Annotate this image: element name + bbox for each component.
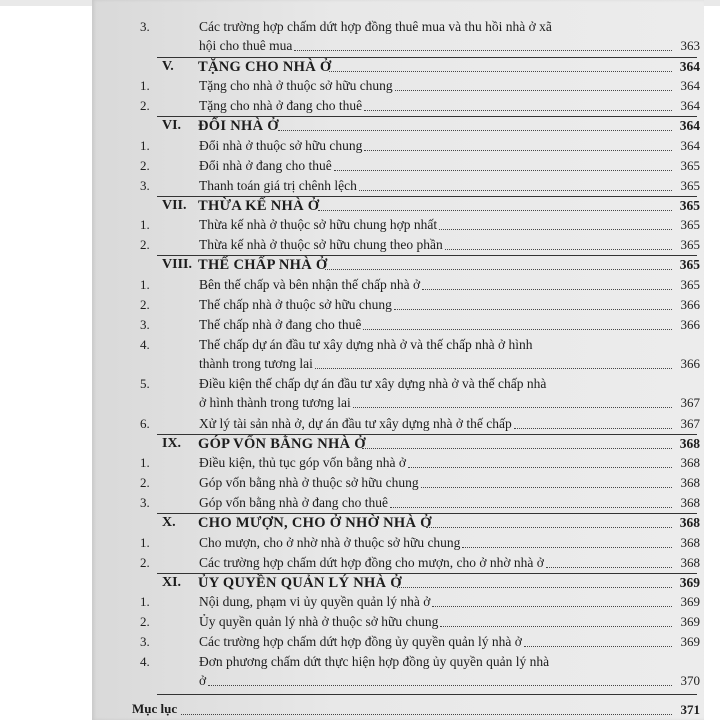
page-number: 365	[680, 217, 700, 233]
page-number: 366	[680, 296, 700, 312]
toc-entry	[92, 554, 704, 572]
dot-leader	[440, 626, 672, 627]
entry-title-continued: thành trong tương lai	[199, 355, 313, 371]
page-number: 365	[679, 257, 700, 273]
section-rule	[157, 513, 697, 514]
page-number: 368	[680, 455, 700, 471]
entry-number: 1.	[140, 276, 150, 292]
toc-entry	[92, 137, 704, 155]
page-number: 365	[679, 197, 700, 213]
toc-section	[92, 117, 704, 135]
dot-leader	[362, 448, 672, 449]
page-number: 368	[679, 514, 700, 530]
entry-number: 2.	[140, 554, 150, 570]
toc-entry	[92, 316, 704, 334]
entry-title: Đổi nhà ở thuộc sở hữu chung	[199, 138, 363, 153]
entry-number: 1.	[140, 455, 150, 471]
page-number: 366	[680, 316, 700, 332]
dot-leader	[546, 567, 672, 568]
page-number: 368	[679, 435, 700, 451]
entry-number: 2.	[140, 475, 150, 491]
entry-number: VIII.	[162, 257, 192, 273]
entry-number: 1.	[140, 594, 150, 610]
section-rule	[157, 434, 697, 435]
entry-title: Thừa kế nhà ở thuộc sở hữu chung theo phần	[199, 237, 443, 253]
entry-title: Các trường hợp chấm dứt hợp đồng cho mượn, cho ở nhờ nhà ở	[199, 554, 544, 570]
entry-title: TẶNG CHO NHÀ Ở	[198, 58, 332, 75]
page-number: 369	[680, 634, 700, 650]
entry-title: ỦY QUYỀN QUẢN LÝ NHÀ Ở	[198, 574, 402, 591]
entry-title: Xử lý tài sản nhà ở, dự án đầu tư xây dựng nhà ở thế chấp	[199, 415, 512, 431]
entry-number: 2.	[140, 157, 150, 173]
toc-entry	[92, 474, 704, 492]
toc-entry	[92, 375, 704, 414]
entry-number: 3.	[140, 316, 150, 332]
entry-title: ĐỔI NHÀ Ở	[198, 118, 279, 135]
section-rule	[157, 573, 697, 574]
page-number: 364	[679, 58, 700, 74]
entry-number: 3.	[140, 177, 150, 193]
dot-leader	[363, 329, 672, 330]
entry-title: Tặng cho nhà ở thuộc sở hữu chung	[199, 78, 393, 94]
toc-entry	[92, 18, 704, 57]
page-number: 371	[680, 701, 700, 717]
entry-title: Góp vốn bằng nhà ở đang cho thuê	[199, 495, 388, 511]
entry-title: Đơn phương chấm dứt thực hiện hợp đồng ủy quyền quản lý nhà	[199, 653, 550, 669]
entry-title: CHO MƯỢN, CHO Ở NHỜ NHÀ Ở	[198, 514, 432, 531]
toc-entry	[92, 276, 704, 294]
section-rule	[157, 196, 697, 197]
dot-leader	[325, 269, 672, 270]
section-rule	[157, 694, 697, 695]
dot-leader	[426, 527, 672, 528]
dot-leader	[445, 249, 672, 250]
toc-entry	[92, 177, 704, 195]
entry-title: Các trường hợp chấm dứt hợp đồng ủy quyền quản lý nhà ở	[199, 634, 522, 650]
toc-entry	[92, 157, 704, 175]
toc-section	[92, 58, 704, 76]
entry-number: 3.	[140, 19, 150, 34]
page-number: 365	[680, 157, 700, 173]
toc-entry	[92, 534, 704, 552]
dot-leader	[397, 587, 672, 588]
entry-title: Thế chấp nhà ở thuộc sở hữu chung	[199, 296, 392, 312]
entry-number: 2.	[140, 614, 150, 630]
toc-entry	[92, 593, 704, 611]
section-rule	[157, 116, 697, 117]
entry-title: Đổi nhà ở đang cho thuê	[199, 157, 332, 173]
page-number: 368	[680, 534, 700, 550]
dot-leader	[329, 71, 672, 72]
page-number: 367	[680, 395, 700, 411]
page-number: 370	[680, 673, 700, 689]
toc-section	[92, 574, 704, 592]
dot-leader	[462, 547, 672, 548]
dot-leader	[315, 368, 672, 369]
entry-title-continued: ở	[199, 673, 207, 689]
entry-number: 1.	[140, 138, 150, 153]
entry-title: GÓP VỐN BẰNG NHÀ Ở	[198, 435, 366, 452]
page-number: 368	[680, 495, 700, 511]
entry-number: 3.	[140, 495, 150, 511]
entry-title-continued: ở hình thành trong tương lai	[199, 395, 351, 411]
dot-leader	[359, 190, 672, 191]
dot-leader	[390, 507, 672, 508]
entry-number: VI.	[162, 118, 182, 134]
page-number: 366	[680, 355, 700, 371]
page-number: 369	[679, 574, 700, 590]
dot-leader	[439, 229, 672, 230]
dot-leader	[334, 170, 672, 171]
toc-entry	[92, 296, 704, 314]
entry-number: 3.	[140, 634, 150, 650]
entry-title: Nội dung, phạm vi ủy quyền quản lý nhà ở	[199, 594, 431, 610]
toc-section	[92, 514, 704, 532]
entry-title: Điều kiện, thủ tục góp vốn bằng nhà ở	[199, 455, 406, 471]
entry-title: Thế chấp dự án đầu tư xây dựng nhà ở và thế chấp nhà ở hình	[199, 336, 533, 352]
toc-section	[92, 256, 704, 274]
dot-leader	[318, 210, 672, 211]
dot-leader	[524, 646, 672, 647]
entry-number: XI.	[162, 574, 182, 590]
page-number: 365	[680, 177, 700, 193]
entry-title: Bên thế chấp và bên nhận thế chấp nhà ở	[199, 276, 421, 292]
dot-leader	[364, 110, 672, 111]
entry-number: 6.	[140, 415, 150, 431]
page-number: 368	[680, 475, 700, 491]
dot-leader	[408, 467, 672, 468]
toc-section	[92, 197, 704, 215]
entry-number: 1.	[140, 217, 150, 233]
entry-number: 4.	[140, 336, 150, 352]
toc-entry	[92, 454, 704, 472]
dot-leader	[514, 428, 672, 429]
entry-title-continued: hội cho thuê mua	[199, 38, 293, 54]
toc-entry	[92, 633, 704, 651]
book-page	[92, 0, 704, 720]
entry-number: 2.	[140, 237, 150, 253]
entry-number: 4.	[140, 653, 150, 669]
entry-title: Góp vốn bằng nhà ở thuộc sở hữu chung	[199, 475, 419, 491]
dot-leader	[353, 407, 672, 408]
page-number: 363	[680, 38, 700, 54]
dot-leader	[364, 150, 672, 151]
entry-title: Thanh toán giá trị chênh lệch	[199, 177, 357, 193]
entry-title: Thế chấp nhà ở đang cho thuê	[199, 316, 362, 332]
entry-title: Thừa kế nhà ở thuộc sở hữu chung hợp nhất	[199, 217, 438, 233]
entry-number: 2.	[140, 98, 150, 114]
toc-entry	[92, 415, 704, 433]
entry-number: 5.	[140, 376, 150, 392]
page-number: 364	[680, 98, 700, 114]
entry-title: Cho mượn, cho ở nhờ nhà ở thuộc sở hữu chung	[199, 534, 461, 550]
dot-leader	[208, 685, 672, 686]
entry-title: Các trường hợp chấm dứt hợp đồng thuê mua và thu hồi nhà ở xã	[199, 19, 552, 34]
footer-title: Mục lục	[132, 700, 178, 716]
toc-entry	[92, 77, 704, 95]
toc-entry	[92, 236, 704, 254]
page-number: 364	[680, 78, 700, 94]
page-number: 369	[680, 594, 700, 610]
page-number: 367	[680, 415, 700, 431]
page-number: 369	[680, 614, 700, 630]
entry-number: IX.	[162, 435, 182, 451]
entry-title: Tặng cho nhà ở đang cho thuê	[199, 98, 363, 114]
toc-entry	[92, 336, 704, 375]
dot-leader	[278, 130, 672, 131]
dot-leader	[394, 309, 672, 310]
entry-number: VII.	[162, 197, 187, 213]
page-number: 364	[680, 138, 700, 153]
page-number: 368	[680, 554, 700, 570]
entry-number: X.	[162, 514, 176, 530]
page-number: 364	[679, 118, 700, 134]
toc-entry	[92, 216, 704, 234]
entry-number: 1.	[140, 78, 150, 94]
toc-entry	[92, 653, 704, 692]
entry-title: THỪA KẾ NHÀ Ở	[198, 197, 320, 214]
page-number: 365	[680, 237, 700, 253]
dot-leader	[422, 289, 672, 290]
dot-leader	[432, 606, 672, 607]
dot-leader	[294, 50, 672, 51]
entry-title: THẾ CHẤP NHÀ Ở	[198, 257, 328, 274]
dot-leader	[181, 714, 672, 715]
toc-section	[92, 435, 704, 453]
toc-footer	[92, 701, 704, 719]
dot-leader	[395, 90, 672, 91]
entry-title: Điều kiện thế chấp dự án đầu tư xây dựng nhà ở và thế chấp nhà	[199, 376, 547, 392]
section-rule	[157, 57, 697, 58]
dot-leader	[421, 487, 672, 488]
toc-entry	[92, 97, 704, 115]
entry-number: V.	[162, 58, 174, 74]
entry-title: Ủy quyền quản lý nhà ở thuộc sở hữu chung	[199, 614, 439, 630]
toc-entry	[92, 494, 704, 512]
section-rule	[157, 255, 697, 256]
toc-entry	[92, 613, 704, 631]
page-number: 365	[680, 276, 700, 292]
entry-number: 1.	[140, 534, 150, 550]
entry-number: 2.	[140, 296, 150, 312]
